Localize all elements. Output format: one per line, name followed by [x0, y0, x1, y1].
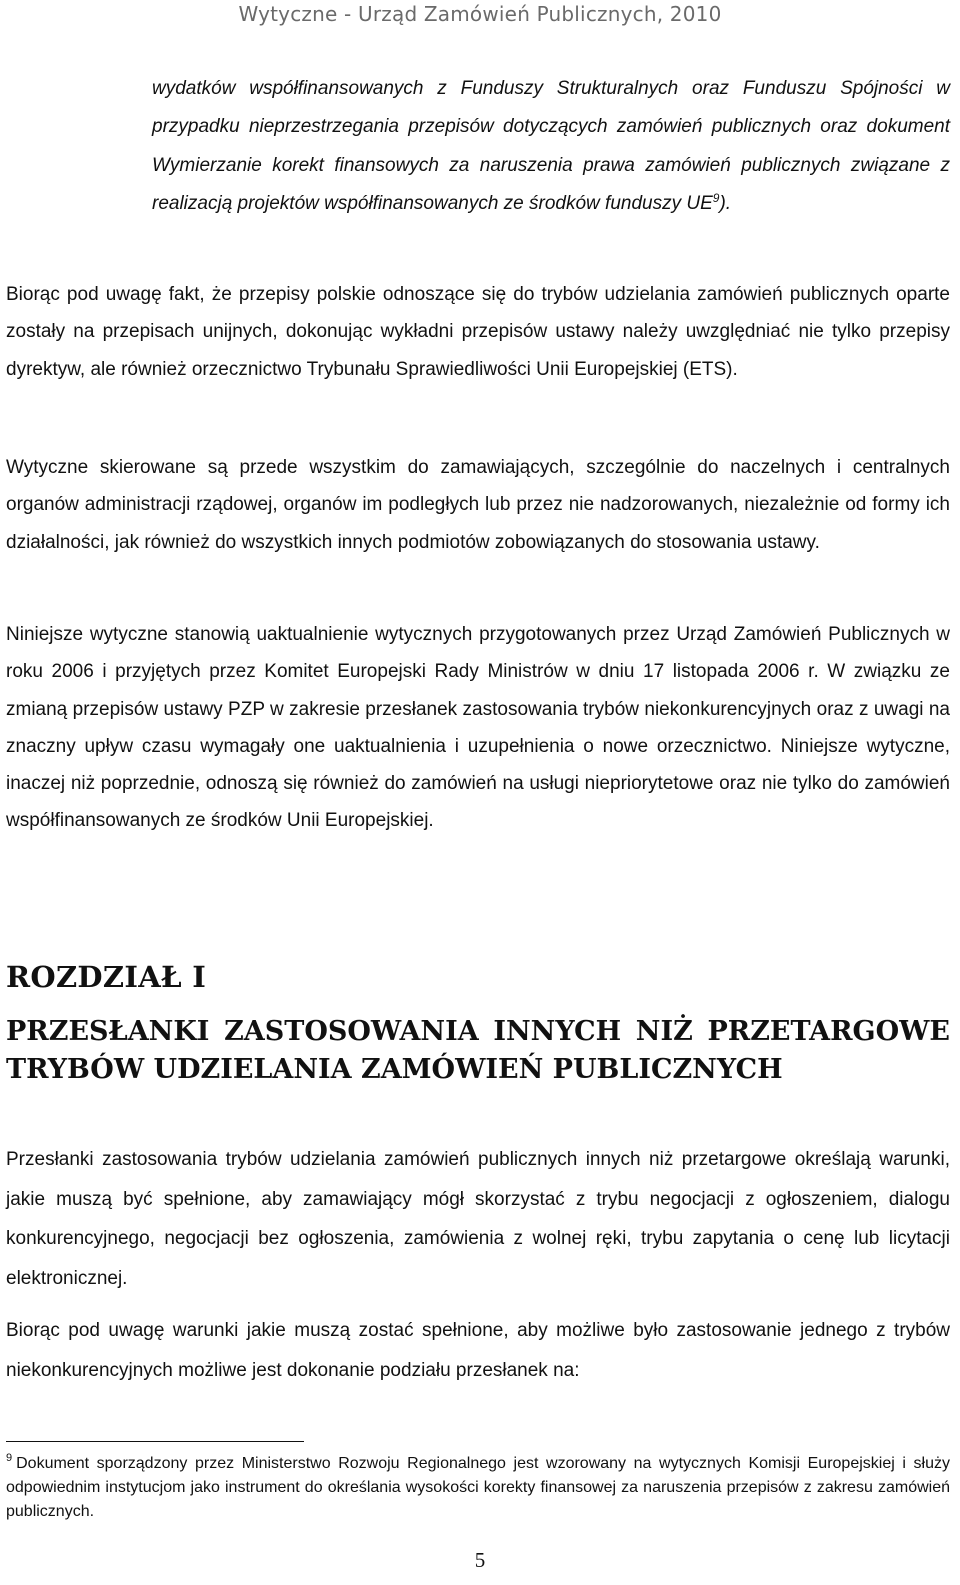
footnote-reference[interactable]: 9 — [712, 190, 720, 205]
footnote — [6, 1452, 950, 1524]
page-number: 5 — [474, 1548, 486, 1572]
running-header: Wytyczne - Urząd Zamówień Publicznych, 2010 — [238, 2, 722, 26]
chapter-title: PRZESŁANKI ZASTOSOWANIA INNYCH NIŻ PRZETARGOWE TRYBÓW UDZIELANIA ZAMÓWIEŃ PUBLICZNYCH — [6, 1016, 950, 1085]
paragraph-update-note: Niniejsze wytyczne stanowią uaktualnienie wytycznych przygotowanych przez Urząd Zamówień Publicznych w roku 2006 i przyjętych przez Komitet Europejski Rady Ministrów w dniu 17 listopada 2006 r. W związku ze zmianą przepisów ustawy PZP w zakresie przesłanek zastosowania trybów niekonkurencyjnych oraz z uwagi na znaczny upływ czasu wymagały one uaktualnienia i uzupełnienia o nowe orzecznictwo. Niniejsze wytyczne, inaczej niż poprzednie, odnoszą się również do zamówień na usługi niepriorytetowe oraz nie tylko do zamówień współfinansowanych ze środków Unii Europejskiej. — [6, 624, 950, 832]
quote-closing: ). — [719, 192, 732, 214]
footnote-number: 9 — [6, 1452, 13, 1464]
quote-text: wydatków współfinansowanych z Funduszy Strukturalnych oraz Funduszu Spójności w przypadku nieprzestrzegania przepisów dotyczących zamówień publicznych oraz dokument Wymierzanie korekt finansowych za naruszenia prawa zamówień publicznych związane z realizacją projektów współfinansowanych ze środków funduszy UE — [152, 78, 950, 214]
paragraph-addressees: Wytyczne skierowane są przede wszystkim do zamawiających, szczególnie do naczelnych i centralnych organów administracji rządowej, organów im podległych lub przez nie nadzorowanych, niezależnie od formy ich działalności, jak również do wszystkich innych podmiotów zobowiązanych do stosowania ustawy. — [6, 457, 950, 553]
footnote-divider — [6, 1441, 304, 1442]
italic-quote-continuation — [152, 70, 950, 223]
paragraph-premises-intro: Przesłanki zastosowania trybów udzielania zamówień publicznych innych niż przetargowe określają warunki, jakie muszą być spełnione, aby zamawiający mógł skorzystać z trybu negocjacji z ogłoszeniem, dialogu konkurencyjnego, negocjacji bez ogłoszenia, zamówienia z wolnej ręki, trybu zapytania o cenę lub licytacji elektronicznej. — [6, 1149, 950, 1289]
footnote-text: Dokument sporządzony przez Ministerstwo Rozwoju Regionalnego jest wzorowany na wytycznych Komisji Europejskiej i służy odpowiednim instytucjom jako instrument do określania wysokości korekty finansowej za naruszenia przepisów z zakresu zamówień publicznych. — [6, 1455, 950, 1520]
paragraph-premises-division: Biorąc pod uwagę warunki jakie muszą zostać spełnione, aby możliwe było zastosowanie jednego z trybów niekonkurencyjnych możliwe jest dokonanie podziału przesłanek na: — [6, 1320, 950, 1381]
paragraph-ets-interpretation: Biorąc pod uwagę fakt, że przepisy polskie odnoszące się do trybów udzielania zamówień publicznych oparte zostały na przepisach unijnych, dokonując wykładni przepisów ustawy należy uwzględniać nie tylko przepisy dyrektyw, ale również orzecznictwo Trybunału Sprawiedliwości Unii Europejskiej (ETS). — [6, 284, 950, 380]
chapter-number: ROZDZIAŁ I — [6, 960, 207, 994]
